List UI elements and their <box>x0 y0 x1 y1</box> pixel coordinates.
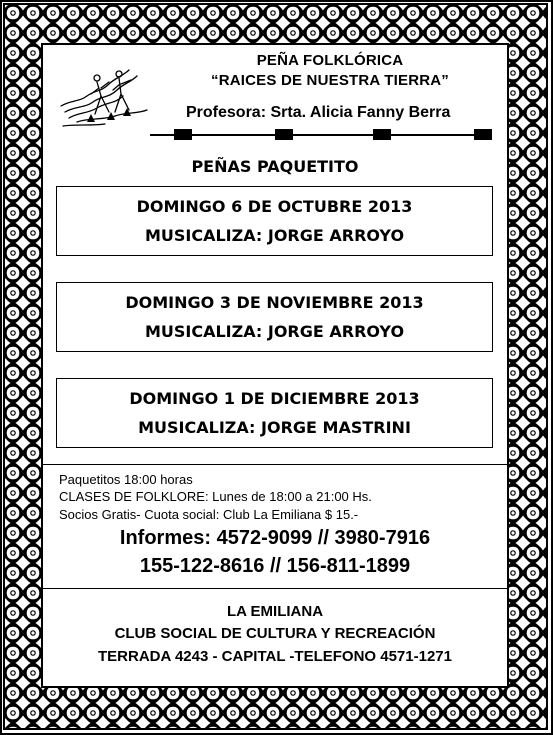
club-address: TERRADA 4243 - CAPITAL -TELEFONO 4571-1271 <box>98 648 452 665</box>
title-line-2: “RAICES DE NUESTRA TIERRA” <box>211 72 449 89</box>
rule-block <box>275 129 293 140</box>
event-date: DOMINGO 6 DE OCTUBRE 2013 <box>136 197 413 216</box>
rule-block <box>474 129 492 140</box>
title-line-1: PEÑA FOLKLÓRICA <box>256 52 404 69</box>
divider-info <box>43 464 507 465</box>
divider-footer <box>43 588 507 589</box>
club-name: LA EMILIANA <box>226 603 324 620</box>
event-dj: MUSICALIZA: JORGE ARROYO <box>144 226 405 245</box>
teacher-line: Profesora: Srta. Alicia Fanny Berra <box>186 104 451 121</box>
event-dj: MUSICALIZA: JORGE ARROYO <box>144 322 405 341</box>
club-description: CLUB SOCIAL DE CULTURA Y RECREACIÓN <box>114 625 436 642</box>
info-classes: CLASES DE FOLKLORE: Lunes de 18:00 a 21:00 Hs. <box>59 489 372 504</box>
info-schedule: Paquetitos 18:00 horas <box>59 472 193 487</box>
event-date: DOMINGO 3 DE NOVIEMBRE 2013 <box>125 293 424 312</box>
event-date: DOMINGO 1 DE DICIEMBRE 2013 <box>129 389 420 408</box>
rule-block <box>174 129 192 140</box>
event-box-3 <box>56 378 493 448</box>
rule-block <box>373 129 391 140</box>
section-title: PEÑAS PAQUETITO <box>191 157 359 176</box>
info-membership: Socios Gratis- Cuota social: Club La Emiliana $ 15.- <box>59 507 359 522</box>
dancers-sketch-icon <box>57 62 153 134</box>
phones-line-2: 155-122-8616 // 156-811-1899 <box>139 555 411 577</box>
phones-line-1: Informes: 4572-9099 // 3980-7916 <box>119 527 431 549</box>
event-box-2 <box>56 282 493 352</box>
event-dj: MUSICALIZA: JORGE MASTRINI <box>138 418 411 437</box>
header-rule <box>150 134 492 136</box>
event-box-1 <box>56 186 493 256</box>
